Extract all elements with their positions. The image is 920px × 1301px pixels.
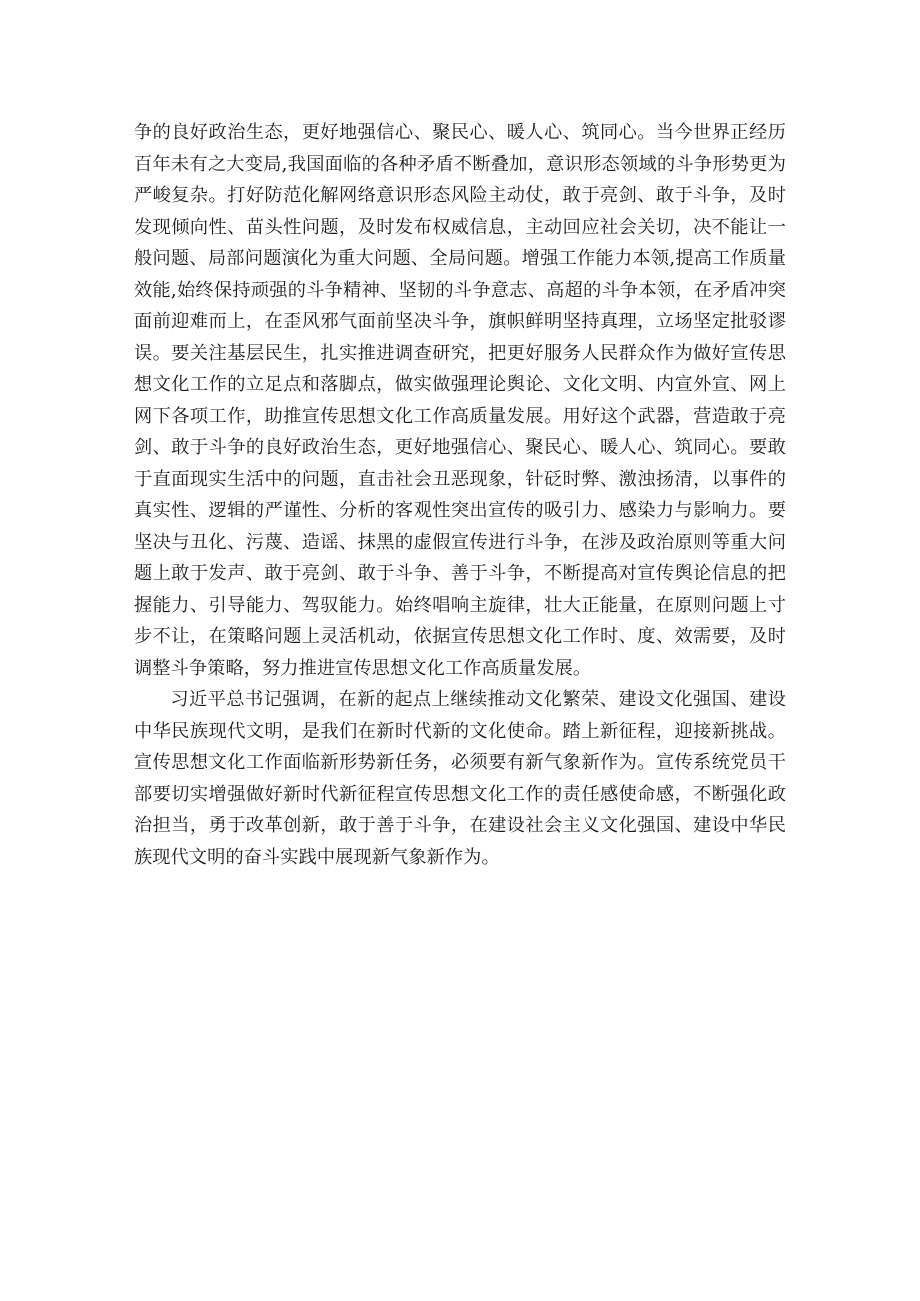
paragraph-1: 争的良好政治生态，更好地强信心、聚民心、暖人心、筑同心。当今世界正经历百年未有之大变局,我国面临的各种矛盾不断叠加，意识形态领域的斗争形势更为严峻复杂。打好防范化解网络意识形态风险主动仗，敢于亮剑、敢于斗争，及时发现倾向性、苗头性问题，及时发布权威信息，主动回应社会关切，决不能让一般问题、局部问题演化为重大问题、全局问题。增强工作能力本领,提高工作质量效能,始终保持顽强的斗争精神、坚韧的斗争意志、高超的斗争本领，在矛盾冲突面前迎难而上，在歪风邪气面前坚决斗争，旗帜鲜明坚持真理，立场坚定批驳谬误。要关注基层民生，扎实推进调查研究，把更好服务人民群众作为做好宣传思想文化工作的立足点和落脚点，做实做强理论舆论、文化文明、内宣外宣、网上网下各项工作，助推宣传思想文化工作高质量发展。用好这个武器，营造敢于亮剑、敢于斗争的良好政治生态，更好地强信心、聚民心、暖人心、筑同心。要敢于直面现实生活中的问题，直击社会丑恶现象，针砭时弊、激浊扬清，以事件的真实性、逻辑的严谨性、分析的客观性突出宣传的吸引力、感染力与影响力。要坚决与丑化、污蔑、造谣、抹黑的虚假宣传进行斗争，在涉及政治原则等重大问题上敢于发声、敢于亮剑、敢于斗争、善于斗争，不断提高对宣传舆论信息的把握能力、引导能力、驾驭能力。始终唱响主旋律，壮大正能量，在原则问题上寸步不让，在策略问题上灵活机动，依据宣传思想文化工作时、度、效需要，及时调整斗争策略，努力推进宣传思想文化工作高质量发展。 [134, 122, 786, 679]
paragraph-2: 习近平总书记强调，在新的起点上继续推动文化繁荣、建设文化强国、建设中华民族现代文明，是我们在新时代新的文化使命。踏上新征程，迎接新挑战。宣传思想文化工作面临新形势新任务，必须要有新气象新作为。宣传系统党员干部要切实增强做好新时代新征程宣传思想文化工作的责任感使命感，不断强化政治担当，勇于改革创新，敢于善于斗争，在建设社会主义文化强国、建设中华民族现代文明的奋斗实践中展现新气象新作为。 [134, 689, 786, 868]
document-body [134, 117, 786, 873]
